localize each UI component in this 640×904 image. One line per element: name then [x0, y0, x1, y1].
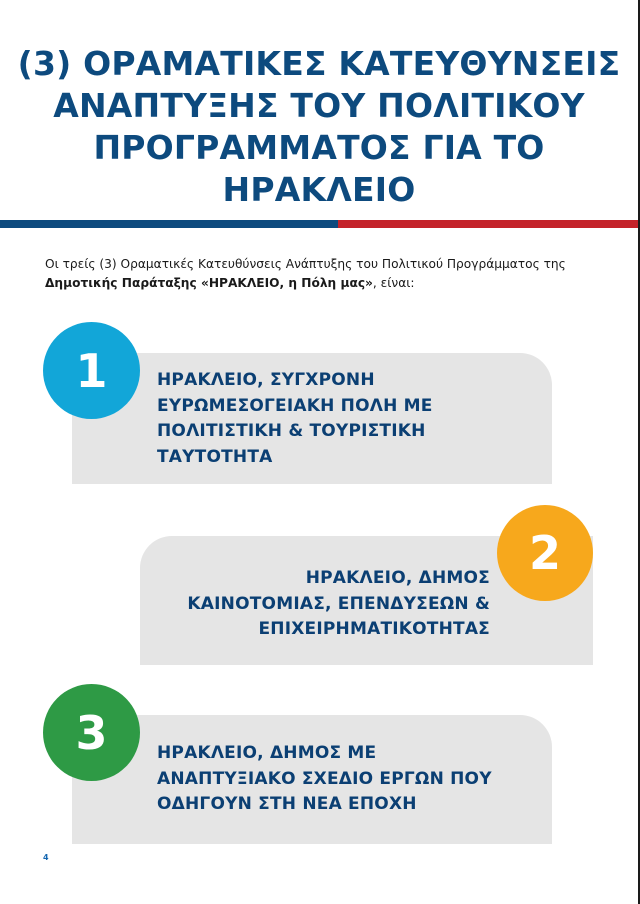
title-line: (3) ΟΡΑΜΑΤΙΚΕΣ ΚΑΤΕΥΘΥΝΣΕΙΣ	[17, 44, 621, 83]
divider-blue-segment	[0, 220, 338, 228]
direction-card-1	[72, 353, 552, 484]
divider-red-segment	[338, 220, 638, 228]
intro-paragraph	[45, 255, 605, 293]
title-divider	[0, 220, 638, 228]
badge-number: 2	[528, 526, 561, 580]
intro-text-end: , είναι:	[372, 276, 415, 290]
direction-line: ΕΥΡΩΜΕΣΟΓΕΙΑΚΗ ΠΟΛΗ ΜΕ	[157, 395, 433, 416]
direction-line: ΠΟΛΙΤΙΣΤΙΚΗ & ΤΟΥΡΙΣΤΙΚΗ	[157, 421, 426, 441]
number-badge-3	[43, 684, 140, 781]
direction-line: ΑΝΑΠΤΥΞΙΑΚΟ ΣΧΕΔΙΟ ΕΡΓΩΝ ΠΟΥ	[157, 768, 492, 789]
direction-card-text	[187, 566, 490, 643]
direction-line: ΟΔΗΓΟΥΝ ΣΤΗ ΝΕΑ ΕΠΟΧΗ	[157, 794, 417, 814]
direction-line: ΗΡΑΚΛΕΙΟ, ΔΗΜΟΣ ΜΕ	[157, 743, 377, 763]
badge-number: 1	[75, 343, 108, 398]
number-badge-1	[43, 322, 140, 419]
title-line: ΑΝΑΠΤΥΞΗΣ ΤΟΥ ΠΟΛΙΤΙΚΟΥ	[53, 86, 585, 125]
intro-bold-text: Δημοτικής Παράταξης «ΗΡΑΚΛΕΙΟ, η Πόλη μας»	[45, 276, 373, 290]
direction-line: ΗΡΑΚΛΕΙΟ, ΔΗΜΟΣ	[305, 568, 490, 588]
title-line: ΗΡΑΚΛΕΙΟ	[222, 170, 416, 209]
title-line: ΠΡΟΓΡΑΜΜΑΤΟΣ ΓΙΑ ΤΟ	[93, 128, 545, 167]
direction-card-text	[157, 741, 492, 818]
intro-text: Οι τρείς (3) Οραματικές Κατευθύνσεις Ανάπτυξης του Πολιτικού Προγράμματος της	[45, 257, 566, 271]
page-number: 4	[43, 853, 49, 862]
direction-line: ΚΑΙΝΟΤΟΜΙΑΣ, ΕΠΕΝΔΥΣΕΩΝ &	[187, 593, 490, 614]
direction-line: ΗΡΑΚΛΕΙΟ, ΣΥΓΧΡΟΝΗ	[157, 370, 375, 390]
direction-card-3	[72, 715, 552, 844]
page-title	[0, 43, 638, 211]
badge-number: 3	[75, 705, 108, 760]
direction-card-text	[157, 368, 433, 470]
number-badge-2	[497, 505, 593, 601]
direction-line: ΤΑΥΤΟΤΗΤΑ	[157, 446, 273, 467]
direction-line: ΕΠΙΧΕΙΡΗΜΑΤΙΚΟΤΗΤΑΣ	[258, 619, 490, 639]
